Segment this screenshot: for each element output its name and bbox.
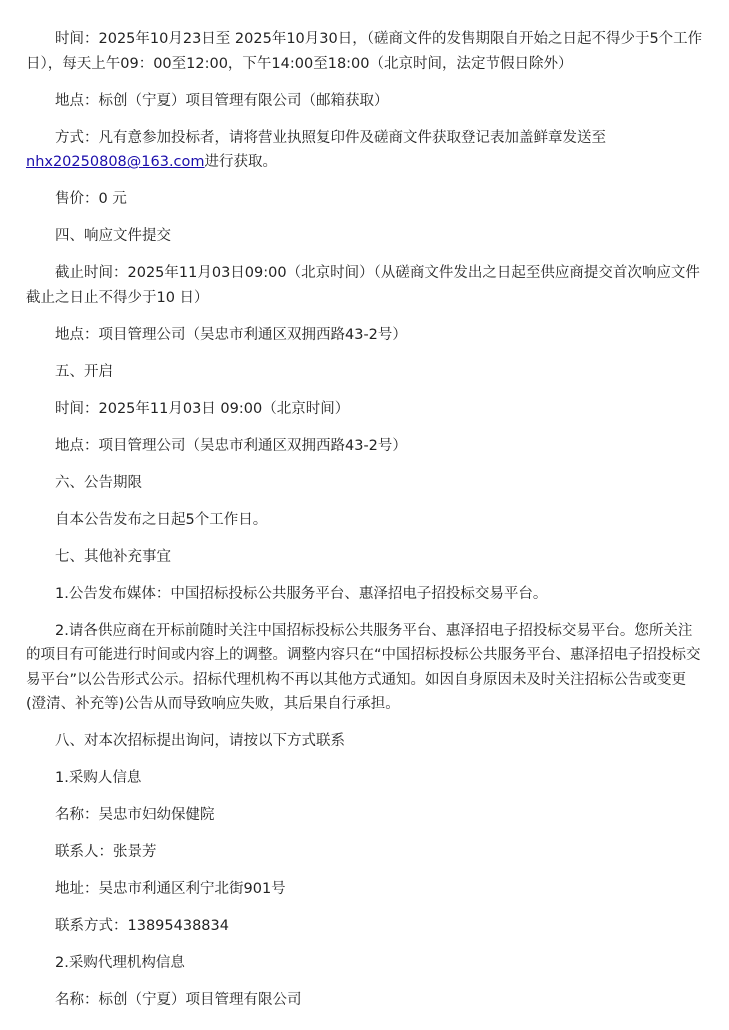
subsection-heading: 2.采购代理机构信息 [55, 955, 185, 972]
opening-location-paragraph: 地点：项目管理公司（吴忠市利通区双拥西路43-2号） [55, 437, 407, 454]
section-heading: 七、其他补充事宜 [55, 548, 171, 565]
section-heading: 四、响应文件提交 [55, 228, 171, 245]
price-paragraph: 售价：0 元 [55, 191, 127, 208]
section-heading: 六、公告期限 [55, 474, 142, 491]
section-heading: 五、开启 [55, 363, 113, 380]
notice-paragraph: 2.请各供应商在开标前随时关注中国招标投标公共服务平台、惠泽招电子招投标交易平台。您所关注的项目有可能进行时间或内容上的调整。调整内容只在“中国招标投标公共服务平台、惠泽招电子招投标交易平台”以公告形式公示。招标代理机构不再以其他方式通知。如因自身原因未及时关注招标公告或变更(澄清、补充等)公告从而导致响应失败，其后果自行承担。 [26, 622, 701, 713]
sale-location-paragraph: 地点：标创（宁夏）项目管理有限公司（邮箱获取） [55, 92, 389, 109]
email-link[interactable]: nhx20250808@163.com [26, 154, 205, 171]
sale-time-paragraph: 时间：2025年10月23日至 2025年10月30日，（磋商文件的发售期限自开始之日起不得少于5个工作日），每天上午09：00至12:00，下午14:00至18:00（北京时间，法定节假日除外） [26, 31, 703, 72]
agency-name: 名称：标创（宁夏）项目管理有限公司 [55, 992, 302, 1009]
media-paragraph: 1.公告发布媒体：中国招标投标公共服务平台、惠泽招电子招投标交易平台。 [55, 585, 548, 602]
purchaser-contact-person: 联系人：张景芳 [55, 844, 157, 861]
purchaser-phone: 联系方式：13895438834 [55, 918, 229, 935]
section-heading: 八、对本次招标提出询问，请按以下方式联系 [55, 733, 345, 750]
submission-location-paragraph: 地点：项目管理公司（吴忠市利通区双拥西路43-2号） [55, 326, 407, 343]
deadline-paragraph: 截止时间：2025年11月03日09:00（北京时间）（从磋商文件发出之日起至供应商提交首次响应文件截止之日止不得少于10 日） [26, 265, 700, 306]
notice-period-paragraph: 自本公告发布之日起5个工作日。 [55, 511, 268, 528]
acquisition-method-paragraph [26, 126, 705, 175]
method-text-end: 进行获取。 [204, 154, 278, 171]
opening-time-paragraph: 时间：2025年11月03日 09:00（北京时间） [55, 400, 350, 417]
purchaser-name: 名称：吴忠市妇幼保健院 [55, 807, 215, 824]
purchaser-address: 地址：吴忠市利通区利宁北街901号 [55, 881, 286, 898]
method-text: 方式：凡有意参加投标者，请将营业执照复印件及磋商文件获取登记表加盖鲜章发送至 [55, 129, 606, 146]
subsection-heading: 1.采购人信息 [55, 770, 142, 787]
